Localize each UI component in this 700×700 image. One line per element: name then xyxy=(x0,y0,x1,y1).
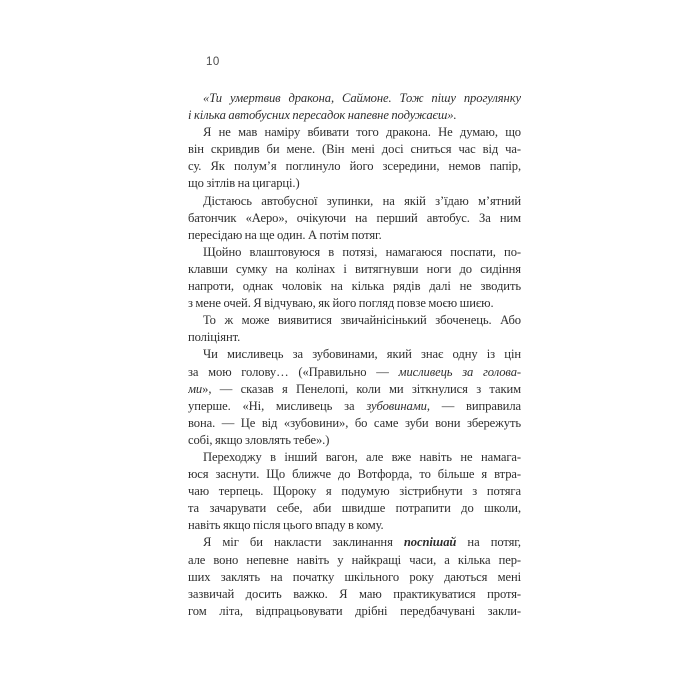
text-run: Дістаюсь автобусної зупинки, на якій з’їдаю м’ятний xyxy=(203,193,521,208)
text-run: зазвичай досить важко. Я маю практикуватися протя- xyxy=(188,586,521,601)
text-run: пересідаю на ще один. А потім потяг. xyxy=(188,227,382,242)
text-run: та зачарувати себе, аби швидше потрапити до школи, xyxy=(188,501,521,516)
text-line xyxy=(188,124,521,141)
text-run: собі, якщо зловлять тебе».) xyxy=(188,432,330,447)
text-run-emphasis: мисливець за голова- xyxy=(398,364,521,379)
text-line xyxy=(188,483,521,500)
text-run: напроти, однак чоловік на кілька рядів далі не зводить xyxy=(188,279,521,294)
text-run: він скривдив би мене. (Він мені досі сниться час від ча- xyxy=(188,142,521,157)
text-run: навіть якщо після цього впаду в кому. xyxy=(188,518,384,533)
text-run: поліціянт. xyxy=(188,330,241,345)
text-line xyxy=(188,107,521,124)
text-line xyxy=(188,141,521,158)
paragraph xyxy=(188,312,521,346)
text-run: на потяг, xyxy=(456,535,521,550)
text-line xyxy=(188,90,521,107)
text-line xyxy=(188,295,521,312)
text-run: Чи мисливець за зубовинами, який знає одну із цін xyxy=(203,347,521,362)
text-run-emphasis: ми xyxy=(188,381,203,396)
text-line xyxy=(188,569,521,586)
text-run: з мене очей. Я відчуваю, як його погляд повзе моєю шиєю. xyxy=(188,296,494,311)
text-run: вона. — Це від «зубовини», бо саме зуби вони збережуть xyxy=(188,415,521,430)
text-run: Я не мав наміру вбивати того дракона. Не думаю, що xyxy=(203,125,521,140)
text-run: ших заклять на початку шкільного року даються мені xyxy=(188,569,521,584)
text-run: чаю терпець. Щороку я подумую зістрибнути з потяга xyxy=(188,484,521,499)
text-run: гом літа, відпрацьовувати дрібні передбачувані закли- xyxy=(188,603,521,618)
paragraph xyxy=(188,193,521,244)
text-line xyxy=(188,227,521,244)
text-line xyxy=(188,364,521,381)
text-line xyxy=(188,552,521,569)
text-run: су. Як полум’я поглинуло його зсередини, немов папір, xyxy=(188,159,521,174)
text-run: батончик «Аеро», очікуючи на перший автобус. За ним xyxy=(188,210,521,225)
text-line xyxy=(188,534,521,551)
text-line xyxy=(188,432,521,449)
text-run: То ж може виявитися звичайнісінький збоченець. Або xyxy=(203,313,521,328)
text-run: Я міг би накласти заклинання xyxy=(203,535,404,550)
text-run: клавши сумку на колінах і витягнувши ноги до сидіння xyxy=(188,261,521,276)
text-line xyxy=(188,500,521,517)
paragraph xyxy=(188,244,521,312)
text-run-emphasis: поспішай xyxy=(403,535,457,550)
text-run: уперше. «Ні, мисливець за xyxy=(188,398,367,413)
text-line xyxy=(188,381,521,398)
page-text xyxy=(188,90,521,620)
text-run: Переходжу в інший вагон, але вже навіть не намага- xyxy=(203,449,521,464)
text-line xyxy=(188,175,521,192)
text-line xyxy=(188,193,521,210)
text-line xyxy=(188,415,521,432)
text-run-emphasis: і кілька автобусних пересадок напевне подужаєш». xyxy=(188,108,457,123)
text-run: , — виправила xyxy=(426,398,521,413)
text-line xyxy=(188,329,521,346)
text-line xyxy=(188,603,521,620)
text-line xyxy=(188,398,521,415)
paragraph xyxy=(188,124,521,192)
text-run: », — сказав я Пенелопі, коли ми зіткнулися з таким xyxy=(202,381,521,396)
paragraph xyxy=(188,346,521,449)
text-run: за мою голову… («Правильно — xyxy=(188,364,399,379)
paragraph xyxy=(188,449,521,534)
text-run: юся заснути. Що ближче до Вотфорда, то більше я втра- xyxy=(188,467,521,482)
text-line xyxy=(188,158,521,175)
paragraph xyxy=(188,534,521,619)
text-run-emphasis: зубовинами xyxy=(366,398,427,413)
text-line xyxy=(188,517,521,534)
text-line xyxy=(188,261,521,278)
text-line xyxy=(188,312,521,329)
text-run-emphasis: «Ти умертвив дракона, Саймоне. Тож пішу прогулянку xyxy=(203,91,521,105)
page-number: 10 xyxy=(206,56,220,68)
text-run: Щойно влаштовуюся в потязі, намагаюся поспати, по- xyxy=(203,244,521,259)
paragraph xyxy=(188,90,521,124)
text-line xyxy=(188,586,521,603)
text-run: але воно непевне навіть у найкращі часи, а кілька пер- xyxy=(188,552,521,567)
text-line xyxy=(188,466,521,483)
text-line xyxy=(188,449,521,466)
text-line xyxy=(188,346,521,363)
text-run: що зітлів на цигарці.) xyxy=(188,176,300,191)
text-line xyxy=(188,278,521,295)
text-line xyxy=(188,244,521,261)
text-line xyxy=(188,210,521,227)
